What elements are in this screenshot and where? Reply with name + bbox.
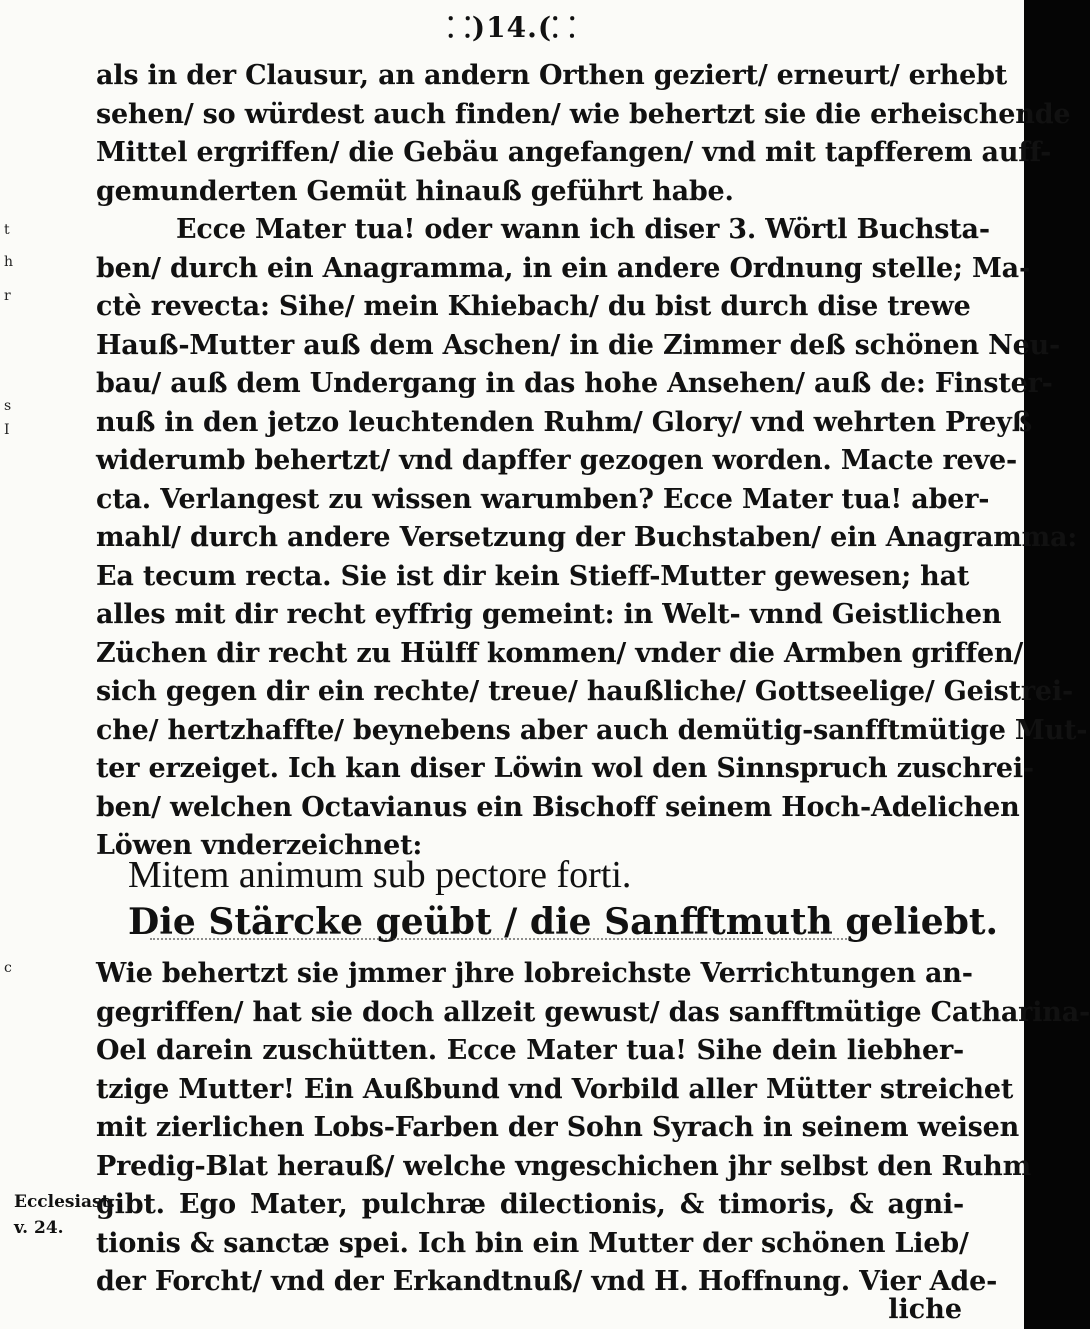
text-line: nuß in den jetzo leuchtenden Ruhm/ Glory/ vnd wehrten Preyß bbox=[96, 406, 1032, 438]
text-line: bau/ auß dem Undergang in das hohe Ansehen/ auß de: Finster- bbox=[96, 368, 1053, 399]
text-line: gegriffen/ hat sie doch allzeit gewust/ das sanfftmütige Catharina- bbox=[96, 996, 1090, 1028]
margin-mark-2: h bbox=[4, 254, 14, 270]
text-line: alles mit dir recht eyffrig gemeint: in Welt- vnnd Geistlichen bbox=[96, 599, 1002, 630]
text-line: tionis & sanctæ spei. Ich bin ein Mutter der schönen Lieb/ bbox=[96, 1227, 969, 1259]
motto-block bbox=[128, 852, 999, 946]
motto-german: Die Stärcke geübt / die Sanfftmuth geliebt. bbox=[128, 901, 999, 943]
text-line: Löwen vnderzeichnet: bbox=[96, 830, 423, 861]
text-line: che/ hertzhaffte/ beynebens aber auch demütig-sanfftmütige Mut- bbox=[96, 714, 1088, 746]
text-line: sehen/ so würdest auch finden/ wie behertzt sie die erheischende bbox=[96, 98, 1071, 130]
text-line: mit zierlichen Lobs-Farben der Sohn Syrach in seinem weisen bbox=[96, 1112, 1020, 1143]
text-line: ctè revecta: Sihe/ mein Khiebach/ du bist durch dise trewe bbox=[96, 291, 971, 322]
margin-mark-6: c bbox=[4, 960, 12, 976]
print-specks-divider bbox=[150, 938, 850, 950]
text-line: der Forcht/ vnd der Erkandtnuß/ vnd H. Hoffnung. Vier Ade- bbox=[96, 1266, 998, 1297]
text-line: ter erzeiget. Ich kan diser Löwin wol den Sinnspruch zuschrei- bbox=[96, 753, 1034, 784]
text-line: Mittel ergriffen/ die Gebäu angefangen/ vnd mit tapfferem auff- bbox=[96, 137, 1052, 168]
margin-mark-4: s bbox=[4, 398, 12, 414]
margin-mark-3: r bbox=[4, 288, 11, 304]
motto-latin: Mitem animum sub pectore forti. bbox=[128, 854, 632, 896]
body-text-top bbox=[96, 57, 1088, 866]
text-line: ben/ durch ein Anagramma, in ein andere Ordnung stelle; Ma- bbox=[96, 252, 1030, 284]
text-line: sich gegen dir ein rechte/ treue/ haußliche/ Gottseelige/ Geistrei- bbox=[96, 676, 1073, 707]
margin-mark-5: I bbox=[4, 422, 10, 438]
text-line: Züchen dir recht zu Hülff kommen/ vnder die Armben griffen/ bbox=[96, 637, 1024, 669]
text-line: als in der Clausur, an andern Orthen geziert/ erneurt/ erhebt bbox=[96, 60, 1008, 91]
text-line: ben/ welchen Octavianus ein Bischoff seinem Hoch-Adelichen bbox=[96, 791, 1020, 823]
text-line: tzige Mutter! Ein Außbund vnd Vorbild aller Mütter streichet bbox=[96, 1073, 1014, 1105]
text-line: gemunderten Gemüt hinauß geführt habe. bbox=[96, 175, 734, 207]
margin-note-line: v. 24. bbox=[14, 1218, 64, 1238]
text-line: Predig-Blat herauß/ welche vngeschichen jhr selbst den Ruhm bbox=[96, 1150, 1031, 1182]
page-header: ⸬)14.(⸬ bbox=[447, 11, 577, 44]
body-text-bottom bbox=[96, 955, 1090, 1302]
text-line: cta. Verlangest zu wissen warumben? Ecce Mater tua! aber- bbox=[96, 483, 990, 515]
text-line: gibt. Ego Mater, pulchræ dilectionis, & timoris, & agni- bbox=[96, 1189, 964, 1220]
text-line: mahl/ durch andere Versetzung der Buchstaben/ ein Anagramma: bbox=[96, 522, 1078, 553]
text-line: Oel darein zuschütten. Ecce Mater tua! Sihe dein liebher- bbox=[96, 1035, 964, 1066]
text-line: Hauß-Mutter auß dem Aschen/ in die Zimmer deß schönen Neu- bbox=[96, 329, 1061, 361]
margin-mark-1: t bbox=[4, 222, 10, 238]
margin-note-ecclesiast bbox=[14, 1192, 115, 1238]
text-line: Ecce Mater tua! oder wann ich diser 3. Wörtl Buchsta- bbox=[176, 214, 990, 245]
margin-note-line: Ecclesiast. bbox=[14, 1192, 116, 1212]
catchword: liche bbox=[888, 1294, 962, 1325]
text-line: Ea tecum recta. Sie ist dir kein Stieff-Mutter gewesen; hat bbox=[96, 560, 970, 592]
text-line: widerumb behertzt/ vnd dapffer gezogen worden. Macte reve- bbox=[96, 445, 1017, 476]
text-line: Wie behertzt sie jmmer jhre lobreichste Verrichtungen an- bbox=[96, 958, 973, 989]
